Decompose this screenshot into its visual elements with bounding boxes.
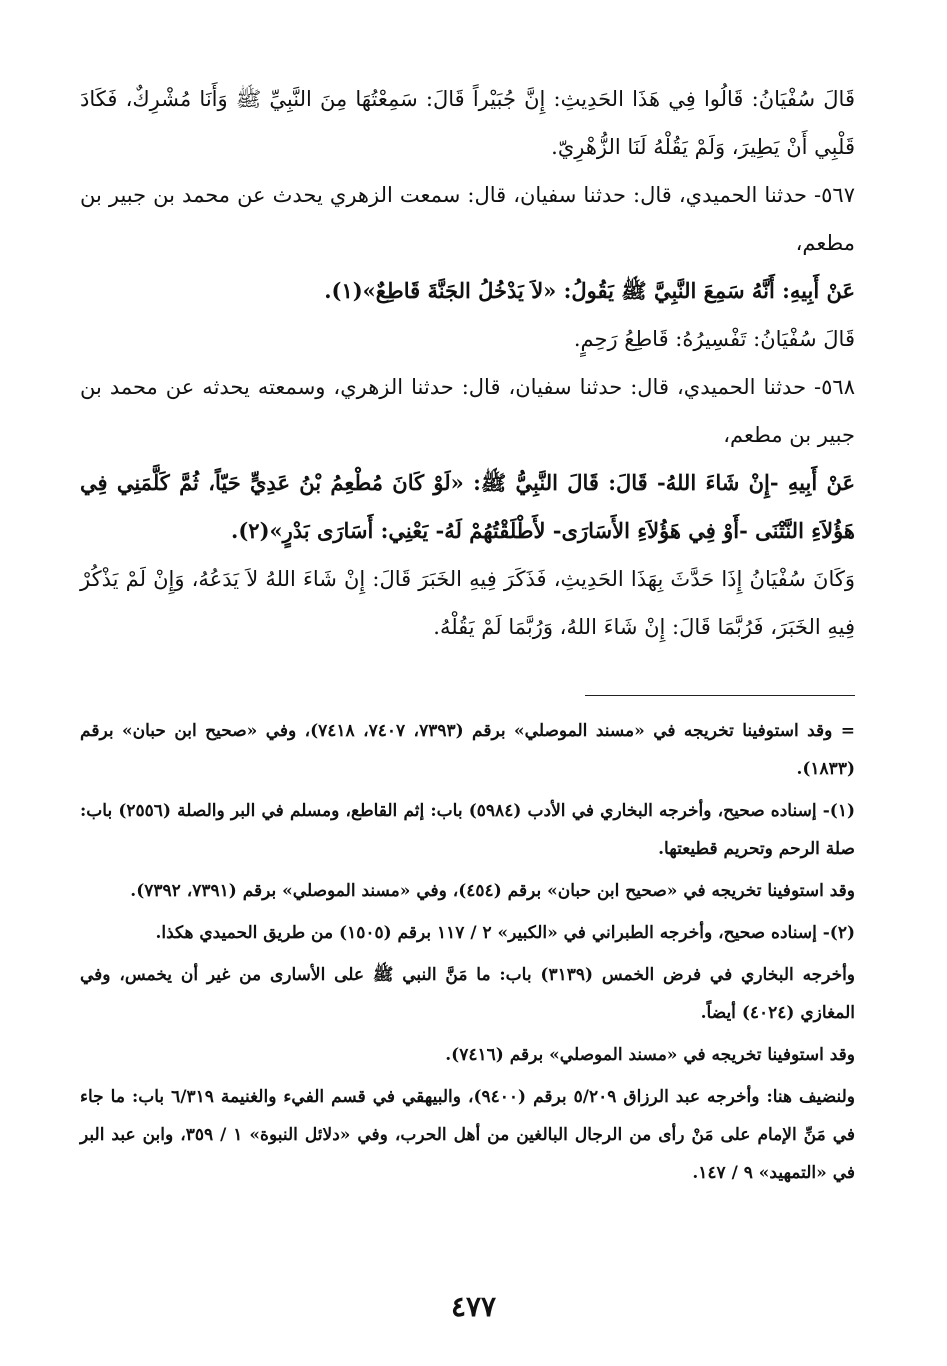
footnote-2-bukhari: وأخرجه البخاري في فرض الخمس (٣١٣٩) باب: ما مَنَّ النبي ﷺ على الأسارى من غير أن يخمس، وفي المغازي (٤٠٢٤) أيضاً. bbox=[80, 965, 856, 1023]
hadith-567-isnad: ٥٦٧- حدثنا الحميدي، قال: حدثنا سفيان، قال: سمعت الزهري يحدث عن محمد بن جبير بن مطعم، bbox=[80, 183, 855, 255]
sufyan-note: وَكَانَ سُفْيَانُ إِذَا حَدَّثَ بِهَذَا الحَدِيثِ، فَذَكَرَ فِيهِ الخَبَرَ قَالَ: إِنْ شَاءَ اللهُ لاَ يَدَعُهُ، وَإِنْ لَمْ يَذْكُرْ فِيهِ الخَبَرَ، فَرُبَّمَا قَالَ: إِنْ شَاءَ اللهُ، وَرُبَّمَا لَمْ يَقُلْهُ. bbox=[80, 567, 855, 639]
page-number: ٤٧٧ bbox=[450, 1290, 497, 1323]
footnote-1: (١)- إسناده صحيح، وأخرجه البخاري في الأدب (٥٩٨٤) باب: إثم القاطع، ومسلم في البر والصلة (٢٥٥٦) باب: صلة الرحم وتحريم قطيعتها. bbox=[80, 801, 856, 859]
main-text bbox=[80, 75, 855, 651]
footnote-1-extra: وقد استوفينا تخريجه في «صحيح ابن حبان» برقم (٤٥٤)، وفي «مسند الموصلي» برقم (٧٣٩١، ٧٣٩٢). bbox=[130, 881, 855, 901]
footnotes bbox=[80, 712, 855, 1196]
hadith-567-matn: عَنْ أَبِيهِ: أَنَّهُ سَمِعَ النَّبِيَّ ﷺ يَقُولُ: «لاَ يَدْخُلُ الجَنَّةَ قَاطِعٌ»(١). bbox=[324, 278, 855, 303]
footnote-separator bbox=[585, 695, 855, 696]
footnote-2: (٢)- إسناده صحيح، وأخرجه الطبراني في «الكبير» ٢ / ١١٧ برقم (١٥٠٥) من طريق الحميدي هكذا. bbox=[155, 923, 855, 943]
hadith-568-isnad: ٥٦٨- حدثنا الحميدي، قال: حدثنا سفيان، قال: حدثنا الزهري، وسمعته يحدثه عن محمد بن جبير بن مطعم، bbox=[80, 375, 855, 447]
sufyan-explanation: قَالَ سُفْيَانُ: تَفْسِيرُهُ: قَاطِعُ رَحِمٍ. bbox=[573, 327, 855, 351]
hadith-568-matn: عَنْ أَبِيهِ -إِنْ شَاءَ اللهُ- قَالَ: قَالَ النَّبِيُّ ﷺ: «لَوْ كَانَ مُطْعِمُ بْنُ عَدِيٍّ حَيّاً، ثُمَّ كَلَّمَنِي فِي هَؤُلاَءِ النَّتْنَى -أَوْ فِي هَؤُلاَءِ الأَسَارَى- لأَطْلَقْتُهُمْ لَهُ- يَعْنِي: أَسَارَى بَدْرٍ»(٢). bbox=[80, 470, 855, 543]
paragraph-sufyan-comment: قَالَ سُفْيَانُ: قَالُوا فِي هَذَا الحَدِيثِ: إِنَّ جُبَيْراً قَالَ: سَمِعْتُهَا مِنَ النَّبِيِّ ﷺ وَأَنَا مُشْرِكٌ، فَكَادَ قَلْبِي أَنْ يَطِيرَ، وَلَمْ يَقُلْهُ لَنَا الزُّهْرِيّ. bbox=[80, 87, 855, 159]
footnote-continuation: = وقد استوفينا تخريجه في «مسند الموصلي» برقم (٧٣٩٣، ٧٤٠٧، ٧٤١٨)، وفي «صحيح ابن حبان» برقم (١٨٣٣). bbox=[80, 721, 856, 779]
footnote-2-mawsili: وقد استوفينا تخريجه في «مسند الموصلي» برقم (٧٤١٦). bbox=[445, 1045, 855, 1065]
footnote-2-addition: ولنضيف هنا: وأخرجه عبد الرزاق ٥/٢٠٩ برقم (٩٤٠٠)، والبيهقي في قسم الفيء والغنيمة ٦/٣١٩ باب: ما جاء في مَنِّ الإمام على مَنْ رأى من الرجال البالغين من أهل الحرب، وفي «دلائل النبوة» ١ / ٣٥٩، وابن عبد البر في «التمهيد» ٩ / ١٤٧. bbox=[80, 1087, 855, 1183]
